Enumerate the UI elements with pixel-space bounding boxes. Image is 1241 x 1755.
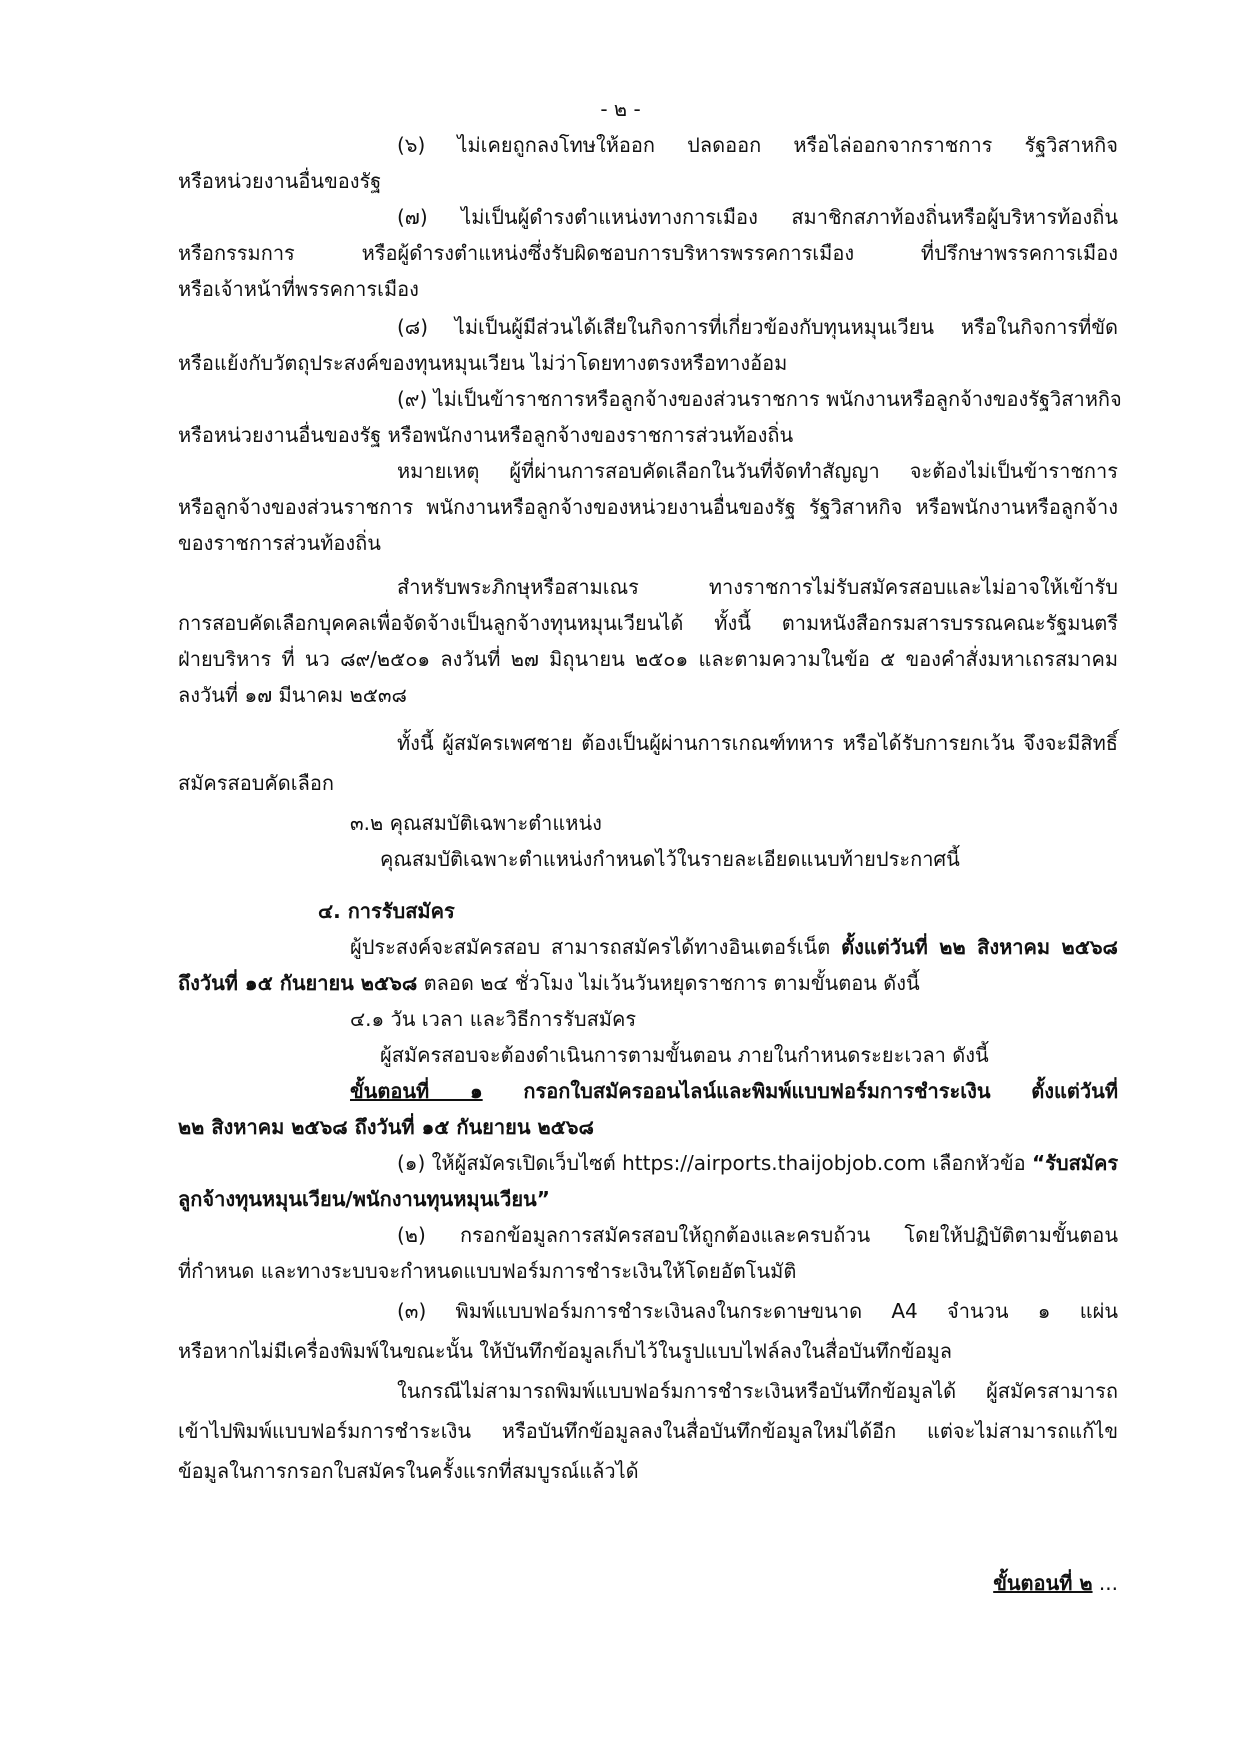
section-3-2-heading: ๓.๒ คุณสมบัติเฉพาะตำแหน่ง: [350, 811, 602, 835]
section-4-1-heading: ๔.๑ วัน เวลา และวิธีการรับสมัคร: [350, 1007, 637, 1031]
item-9-line-2: หรือหน่วยงานอื่นของรัฐ หรือพนักงานหรือลูกจ้างของราชการส่วนท้องถิ่น: [178, 423, 794, 447]
military-line-2: สมัครสอบคัดเลือก: [178, 771, 335, 795]
section-4-end-date: ถึงวันที่ ๑๕ กันยายน ๒๕๖๘: [178, 971, 418, 995]
item-7-line-1: (๗) ไม่เป็นผู้ดำรงตำแหน่งทางการเมือง สมาชิกสภาท้องถิ่นหรือผู้บริหารท้องถิ่น: [397, 205, 1118, 229]
section-4-start-date: ตั้งแต่วันที่ ๒๒ สิงหาคม ๒๕๖๘: [841, 935, 1118, 959]
item-1-topic: “รับสมัคร: [1032, 1151, 1119, 1175]
monk-line-4: ลงวันที่ ๑๗ มีนาคม ๒๕๓๘: [178, 683, 407, 707]
item-1-line-2: ลูกจ้างทุนหมุนเวียน/พนักงานทุนหมุนเวียน”: [178, 1187, 550, 1211]
section-4-line-2-text: ตลอด ๒๔ ชั่วโมง ไม่เว้นวันหยุดราชการ ตามขั้นตอน ดังนี้: [417, 971, 920, 995]
item-1-text: (๑) ให้ผู้สมัครเปิดเว็บไซต์ https://airports.thaijobjob.com เลือกหัวข้อ: [397, 1151, 1032, 1175]
item-7-line-2: หรือกรรมการ หรือผู้ดำรงตำแหน่งซึ่งรับผิดชอบการบริหารพรรคการเมือง ที่ปรึกษาพรรคการเมือง: [178, 241, 1118, 265]
military-line-1: ทั้งนี้ ผู้สมัครเพศชาย ต้องเป็นผู้ผ่านการเกณฑ์ทหาร หรือได้รับการยกเว้น จึงจะมีสิทธิ์: [397, 731, 1118, 755]
footer-continuation: [993, 1570, 1118, 1596]
section-4-1-text: ผู้สมัครสอบจะต้องดำเนินการตามขั้นตอน ภายในกำหนดระยะเวลา ดังนี้: [380, 1043, 989, 1067]
step-1-text: กรอกใบสมัครออนไลน์และพิมพ์แบบฟอร์มการชำระเงิน ตั้งแต่วันที่: [482, 1079, 1119, 1103]
item-3-line-2: หรือหากไม่มีเครื่องพิมพ์ในขณะนั้น ให้บันทึกข้อมูลเก็บไว้ในรูปแบบไฟล์ลงในสื่อบันทึกข้อมูล: [178, 1339, 953, 1363]
section-3-2-text: คุณสมบัติเฉพาะตำแหน่งกำหนดไว้ในรายละเอียดแนบท้ายประกาศนี้: [380, 847, 960, 871]
item-6-line-2: หรือหน่วยงานอื่นของรัฐ: [178, 169, 382, 193]
step-1-line-1: [350, 1078, 1118, 1104]
item-9-line-1: (๙) ไม่เป็นข้าราชการหรือลูกจ้างของส่วนราชการ พนักงานหรือลูกจ้างของรัฐวิสาหกิจ: [397, 387, 1122, 411]
item-8-line-2: หรือแย้งกับวัตถุประสงค์ของทุนหมุนเวียน ไม่ว่าโดยทางตรงหรือทางอ้อม: [178, 351, 788, 375]
monk-line-1: สำหรับพระภิกษุหรือสามเณร ทางราชการไม่รับสมัครสอบและไม่อาจให้เข้ารับ: [397, 575, 1118, 599]
section-4-line-1-text: ผู้ประสงค์จะสมัครสอบ สามารถสมัครได้ทางอินเตอร์เน็ต: [350, 935, 842, 959]
item-8-line-1: (๘) ไม่เป็นผู้มีส่วนได้เสียในกิจการที่เกี่ยวข้องกับทุนหมุนเวียน หรือในกิจการที่ขัด: [397, 315, 1118, 339]
monk-line-3: ฝ่ายบริหาร ที่ นว ๘๙/๒๕๐๑ ลงวันที่ ๒๗ มิถุนายน ๒๕๐๑ และตามความในข้อ ๕ ของคำสั่งมหาเถรสมาคม: [178, 647, 1118, 671]
case-line-1: ในกรณีไม่สามารถพิมพ์แบบฟอร์มการชำระเงินหรือบันทึกข้อมูลได้ ผู้สมัครสามารถ: [397, 1379, 1118, 1403]
note-line-1: หมายเหตุ ผู้ที่ผ่านการสอบคัดเลือกในวันที่จัดทำสัญญา จะต้องไม่เป็นข้าราชการ: [397, 459, 1118, 483]
item-6-line-1: (๖) ไม่เคยถูกลงโทษให้ออก ปลดออก หรือไล่ออกจากราชการ รัฐวิสาหกิจ: [397, 133, 1118, 157]
note-line-3: ของราชการส่วนท้องถิ่น: [178, 531, 381, 555]
note-line-2: หรือลูกจ้างของส่วนราชการ พนักงานหรือลูกจ้างของหน่วยงานอื่นของรัฐ รัฐวิสาหกิจ หรือพนักงานหรือลูกจ้าง: [178, 495, 1118, 519]
page-number: - ๒ -: [600, 97, 641, 121]
item-2-line-2: ที่กำหนด และทางระบบจะกำหนดแบบฟอร์มการชำระเงินให้โดยอัตโนมัติ: [178, 1259, 797, 1283]
section-4-line-2: [178, 970, 920, 996]
monk-line-2: การสอบคัดเลือกบุคคลเพื่อจัดจ้างเป็นลูกจ้างทุนหมุนเวียนได้ ทั้งนี้ ตามหนังสือกรมสารบรรณคณะรัฐมนตรี: [178, 611, 1118, 635]
item-1-line-1: [397, 1150, 1118, 1176]
item-7-line-3: หรือเจ้าหน้าที่พรรคการเมือง: [178, 277, 419, 301]
case-line-3: ข้อมูลในการกรอกใบสมัครในครั้งแรกที่สมบูรณ์แล้วได้: [178, 1459, 639, 1483]
item-3-line-1: (๓) พิมพ์แบบฟอร์มการชำระเงินลงในกระดาษขนาด A4 จำนวน ๑ แผ่น: [397, 1299, 1119, 1323]
footer-ellipsis: ...: [1092, 1571, 1118, 1595]
item-2-line-1: (๒) กรอกข้อมูลการสมัครสอบให้ถูกต้องและครบถ้วน โดยให้ปฏิบัติตามขั้นตอน: [397, 1223, 1118, 1247]
section-4-line-1: [350, 934, 1118, 960]
step-1-line-2: ๒๒ สิงหาคม ๒๕๖๘ ถึงวันที่ ๑๕ กันยายน ๒๕๖๘: [178, 1115, 594, 1139]
footer-next-step: ขั้นตอนที่ ๒: [993, 1571, 1093, 1595]
section-4-heading: ๔. การรับสมัคร: [318, 899, 455, 923]
case-line-2: เข้าไปพิมพ์แบบฟอร์มการชำระเงิน หรือบันทึกข้อมูลลงในสื่อบันทึกข้อมูลใหม่ได้อีก แต่จะไม่สามารถแก้ไข: [178, 1419, 1118, 1443]
step-1-label: ขั้นตอนที่ ๑: [350, 1079, 483, 1103]
